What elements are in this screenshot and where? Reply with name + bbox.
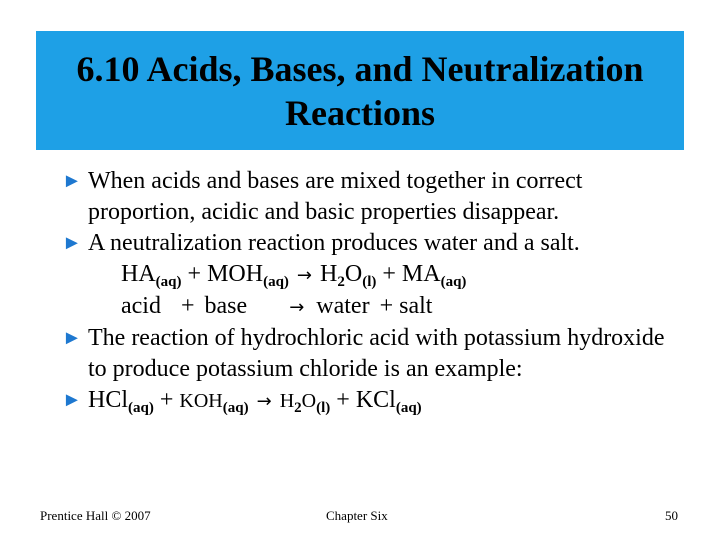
word-base: base (204, 293, 248, 319)
state-label: (aq) (155, 274, 182, 290)
bullet-text-1: When acids and bases are mixed together in correct proportion, acidic and basic properties disappear. (88, 168, 583, 225)
footer-page-number: 50 (665, 508, 678, 523)
formula-h: H (279, 390, 295, 412)
state-label: (aq) (263, 274, 289, 290)
word-acid: acid (121, 293, 161, 319)
formula-ha: HA (121, 261, 156, 287)
state-label: (aq) (395, 400, 422, 416)
hcl-equation (88, 387, 422, 416)
bullet-text-3: The reaction of hydrochloric acid with potassium hydroxide to produce potassium chloride is an example: (88, 325, 665, 382)
formula-o: O (344, 261, 363, 287)
plus-sign: + (153, 387, 180, 413)
plus-sign: + (180, 293, 195, 319)
footer-publisher: Prentice Hall © 2007 (40, 508, 151, 523)
reaction-arrow-icon: → (256, 391, 272, 412)
formula-koh: KOH (179, 390, 223, 412)
formula-moh: MOH (207, 261, 264, 287)
general-equation (62, 259, 682, 291)
formula-ma: MA (401, 261, 441, 287)
slide-body (62, 166, 682, 417)
triangle-bullet-icon: ► (62, 232, 82, 254)
word-equation (62, 291, 682, 323)
state-label: (aq) (128, 400, 154, 416)
bullet-item-1 (62, 166, 682, 228)
footer-chapter: Chapter Six (326, 508, 388, 523)
triangle-bullet-icon: ► (62, 170, 82, 192)
bullet-item-3 (62, 323, 682, 385)
plus-sign: + (181, 261, 208, 287)
subscript-2: 2 (294, 400, 302, 416)
state-label: (aq) (222, 400, 249, 416)
formula-hcl: HCl (88, 387, 129, 413)
state-label: (l) (316, 400, 331, 416)
state-label: (l) (362, 274, 377, 290)
subscript-2: 2 (337, 274, 345, 290)
triangle-bullet-icon: ► (62, 389, 82, 411)
formula-kcl: KCl (355, 387, 396, 413)
word-plus-salt: + salt (379, 293, 433, 319)
state-label: (aq) (440, 274, 467, 290)
plus-sign: + (376, 261, 402, 287)
triangle-bullet-icon: ► (62, 327, 82, 349)
formula-h: H (320, 261, 338, 287)
reaction-arrow-icon: → (289, 297, 305, 318)
bullet-item-4 (62, 385, 682, 417)
title-bar (36, 31, 684, 150)
plus-sign: + (330, 387, 356, 413)
slide-title: 6.10 Acids, Bases, and Neutralization Reactions (76, 48, 644, 133)
bullet-item-2 (62, 228, 682, 259)
bullet-text-2: A neutralization reaction produces water and a salt. (88, 230, 580, 256)
formula-o: O (301, 390, 317, 412)
reaction-arrow-icon: → (296, 265, 313, 286)
word-water: water (316, 293, 370, 319)
